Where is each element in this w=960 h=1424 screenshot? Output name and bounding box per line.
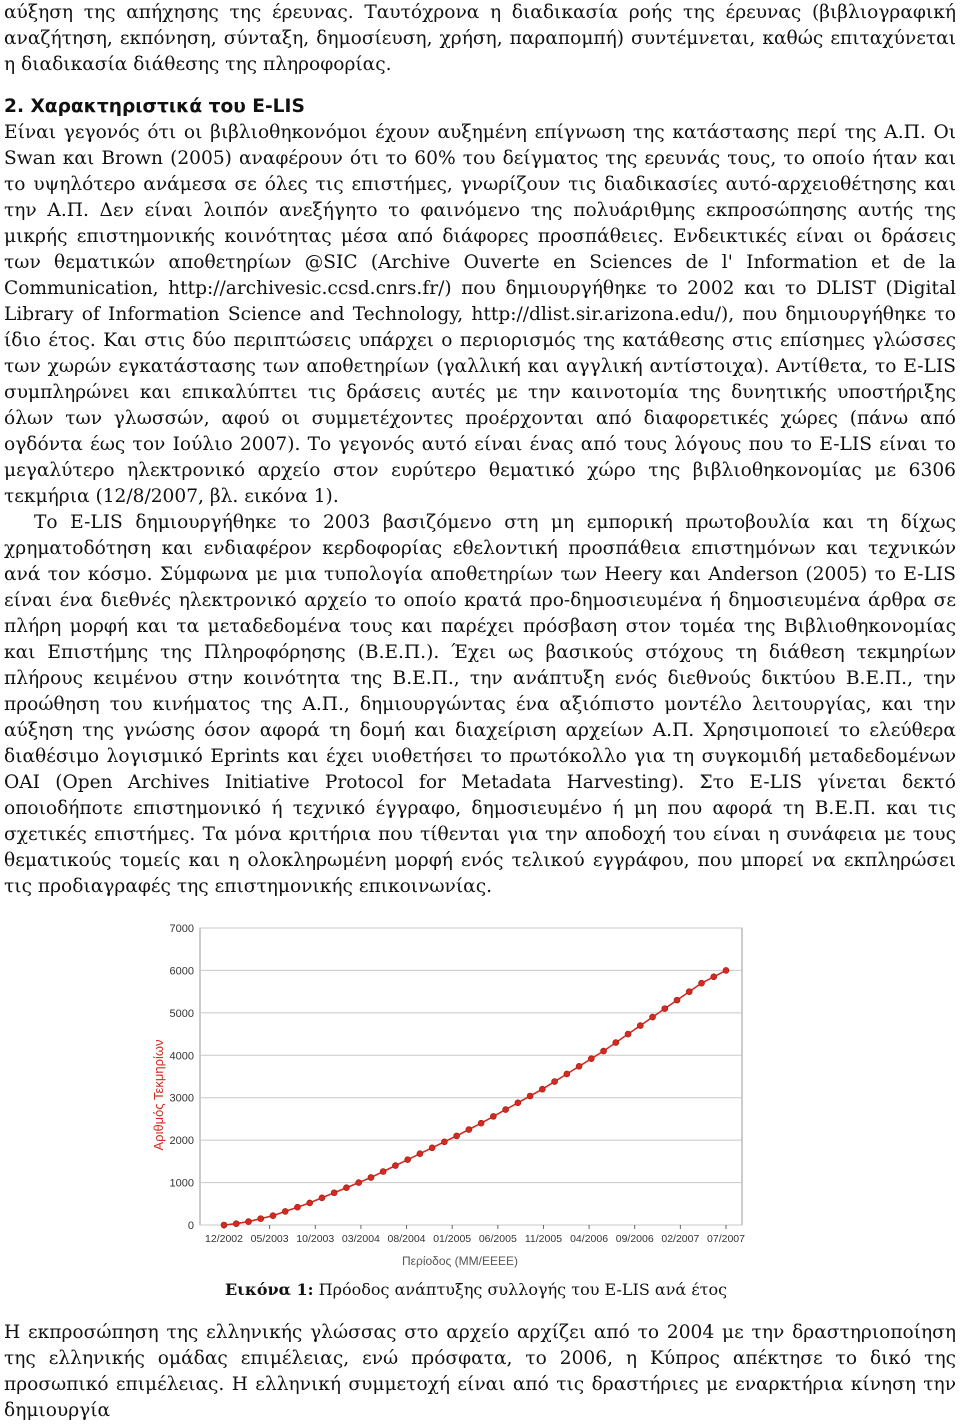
y-axis-ticks — [170, 923, 194, 1232]
data-point — [368, 1174, 374, 1180]
y-tick-label: 2000 — [169, 1135, 194, 1148]
paragraph-elis-characteristics: Είναι γεγονός ότι οι βιβλιοθηκονόμοι έχουν αυξημένη επίγνωση της κατάστασης περί της Α.Π. Οι Swan και Brown (2005) αναφέρουν ότι το 60% του δείγματος της ερευνάς τους, το οποίο ήταν και το υψηλότερο ανάμεσα σε όλες τις επιστήμες, γνωρίζουν τις διαδικασίες αυτό-αρχειοθέτησης και την Α.Π. Δεν είναι λοιπόν ανεξήγητο το φαινόμενο της πολυάριθμης εκπροσώπησης αυτής της μικρής επιστημονικής κοινότητας μέσα από διάφορες προσπάθειες. Ενδεικτικές είναι οι δράσεις των θεματικών αποθετηρίων @SIC (Archive Ouverte en Sciences de l' Information et de la Communication, http://archivesic.ccsd.cnrs.fr/) που δημιουργήθηκε το 2002 και το DLIST (Digital Library of Information Science and Technology, http://dlist.sir.arizona.edu/), που δημιουργήθηκε το ίδιο έτος. Και στις δύο περιπτώσεις υπάρχει ο περιορισμός της κατάθεσης στις επίσημες γλώσσες των χωρών εγκατάστασης των αποθετηρίων (γαλλική και αγγλική αντίστοιχα). Αντίθετα, το E-LIS συμπληρώνει και επικαλύπτει τις δράσεις αυτές με την καινοτομία της δυνητικής υποστήριξης όλων των γλωσσών, αφού οι συμμετέχοντες προέρχονται από διαφορετικές χώρες (πάνω από ογδόντα έως τον Ιούλιο 2007). Το γεγονός αυτό είναι ένας από τους λόγους που το E-LIS είναι το μεγαλύτερο ηλεκτρονικό αρχείο στον ευρύτερο θεματικό χώρο της βιβλιοθηκονομίας με 6306 τεκμήρια (12/8/2007, βλ. εικόνα 1). — [4, 122, 956, 507]
data-point — [637, 1023, 643, 1029]
x-tick-label: 10/2003 — [296, 1233, 335, 1245]
y-tick-label: 6000 — [169, 965, 194, 978]
x-axis-ticks — [205, 1225, 745, 1245]
data-point — [699, 980, 705, 986]
data-point — [515, 1100, 521, 1106]
data-point — [503, 1107, 509, 1113]
y-axis-label: Αριθμός Τεκμηρίων — [151, 1039, 166, 1151]
section-heading: 2. Χαρακτηριστικά του E-LIS — [4, 96, 305, 117]
data-point — [282, 1208, 288, 1214]
data-point — [319, 1195, 325, 1201]
data-point — [331, 1190, 337, 1196]
data-point — [564, 1071, 570, 1077]
line-chart — [150, 920, 750, 1270]
data-point — [466, 1127, 472, 1133]
data-point — [417, 1151, 423, 1157]
figure-caption — [0, 1279, 952, 1301]
x-tick-label: 04/2006 — [570, 1233, 609, 1245]
y-tick-label: 7000 — [169, 923, 194, 935]
data-point — [613, 1040, 619, 1046]
data-point — [625, 1031, 631, 1037]
x-tick-label: 12/2002 — [205, 1233, 243, 1245]
x-tick-label: 01/2005 — [433, 1233, 472, 1245]
data-point — [686, 989, 692, 995]
chart-grid — [200, 928, 742, 1225]
x-tick-label: 03/2004 — [341, 1233, 380, 1245]
data-point — [723, 967, 729, 973]
data-point — [429, 1145, 435, 1151]
y-tick-label: 3000 — [169, 1092, 194, 1105]
data-point — [650, 1014, 656, 1020]
data-point — [576, 1063, 582, 1069]
x-tick-label: 05/2003 — [250, 1233, 289, 1245]
data-point — [392, 1163, 398, 1169]
y-tick-label: 4000 — [169, 1050, 194, 1063]
data-point — [601, 1048, 607, 1054]
plot-frame — [200, 928, 742, 1225]
data-point — [674, 997, 680, 1003]
data-point — [490, 1113, 496, 1119]
x-tick-label: 11/2005 — [524, 1233, 563, 1245]
x-tick-label: 07/2007 — [707, 1233, 745, 1245]
x-tick-label: 09/2006 — [615, 1233, 654, 1245]
data-point — [270, 1213, 276, 1219]
data-point — [662, 1006, 668, 1012]
x-tick-label: 06/2005 — [478, 1233, 517, 1245]
data-point — [294, 1204, 300, 1210]
data-point — [245, 1219, 251, 1225]
figure-elis-growth-chart — [150, 920, 750, 1270]
data-point — [527, 1093, 533, 1099]
data-point — [441, 1139, 447, 1145]
data-point — [356, 1180, 362, 1186]
data-point — [307, 1200, 313, 1206]
data-point — [552, 1079, 558, 1085]
caption-label: Εικόνα 1: — [224, 1280, 314, 1299]
paragraph-greek-representation: Η εκπροσώπηση της ελληνικής γλώσσας στο αρχείο αρχίζει από το 2004 με την δραστηριοποίηση της ελληνικής ομάδας επιμέλειας, ενώ πρόσφατα, το 2006, η Κύπρος απέκτησε το δικό της προσωπικό επιμέλειας. Η ελληνική συμμετοχή είναι από τις δραστήριες με εναρκτήρια κίνηση την δημιουργία — [4, 1322, 956, 1421]
x-tick-label: 02/2007 — [661, 1233, 700, 1245]
data-point — [478, 1120, 484, 1126]
y-tick-label: 0 — [187, 1220, 194, 1232]
data-point — [405, 1157, 411, 1163]
data-point — [258, 1216, 264, 1222]
paragraph-top: αύξηση της απήχησης της έρευνας. Ταυτόχρονα η διαδικασία ροής της έρευνας (βιβλιογραφική αναζήτηση, εκπόνηση, σύνταξη, δημοσίευση, χρήση, παραπομπή) συντέμνεται, καθώς επιταχύνεται η διαδικασία διάθεσης της πληροφορίας. — [4, 2, 956, 75]
data-point — [233, 1221, 239, 1227]
data-point — [343, 1185, 349, 1191]
data-point — [711, 974, 717, 980]
data-point — [221, 1222, 227, 1228]
paragraph-elis-creation: Το E-LIS δημιουργήθηκε το 2003 βασιζόμενο στη μη εμπορική πρωτοβουλία και τη δίχως χρηματοδότηση και ενδιαφέρον κερδοφορίας εθελοντική προσπάθεια επιστημόνων και τεχνικών ανά τον κόσμο. Σύμφωνα με μια τυπολογία αποθετηρίων των Heery και Anderson (2005) το E-LIS είναι ένα διεθνές ηλεκτρονικό αρχείο το οποίο κρατά προ-δημοσιευμένα ή δημοσιευμένα άρθρα σε πλήρη μορφή και τα μεταδεδομένα τους και παρέχει πρόσβαση στον τομέα της Βιβλιοθηκονομίας και Επιστήμης της Πληροφόρησης (Β.Ε.Π.). Έχει ως βασικούς στόχους τη διάθεση τεκμηρίων πλήρους κειμένου στην κοινότητα της Β.Ε.Π., την ανάπτυξη ενός διεθνούς δικτύου Β.Ε.Π., την προώθηση του κινήματος της Α.Π., δημιουργώντας ένα αξιόπιστο μοντέλο λειτουργίας, και την αύξηση της γνώσης όσον αφορά τη δομή και διαχείριση αρχείων Α.Π. Χρησιμοποιεί το ελεύθερα διαθέσιμο λογισμικό Eprints και έχει υιοθετήσει το πρωτόκολλο για τη συγκομιδή μεταδεδομένων OAI (Open Archives Initiative Protocol for Metadata Harvesting). Στο E-LIS γίνεται δεκτό οποιοδήποτε επιστημονικό ή τεχνικό έγγραφο, δημοσιευμένο ή μη που αφορά τη Β.Ε.Π. και τις σχετικές επιστήμες. Τα μόνα κριτήρια που τίθενται για την αποδοχή του είναι η συνάφεια με τους θεματικούς τομείς και η ολοκληρωμένη μορφή ενός τελικού εγγράφου, που μπορεί να εκπληρώσει τις προδιαγραφές της επιστημονικής επικοινωνίας. — [4, 512, 956, 897]
data-point — [539, 1086, 545, 1092]
x-axis-label: Περίοδος (ΜΜ/ΕΕΕΕ) — [402, 1254, 518, 1268]
data-point — [454, 1133, 460, 1139]
document-page — [4, 0, 956, 900]
caption-text: Πρόοδος ανάπτυξης συλλογής του E-LIS ανά έτος — [313, 1280, 728, 1299]
x-tick-label: 08/2004 — [387, 1233, 426, 1245]
data-point — [380, 1169, 386, 1175]
y-tick-label: 5000 — [169, 1007, 194, 1020]
y-tick-label: 1000 — [169, 1177, 194, 1190]
data-point — [588, 1056, 594, 1062]
